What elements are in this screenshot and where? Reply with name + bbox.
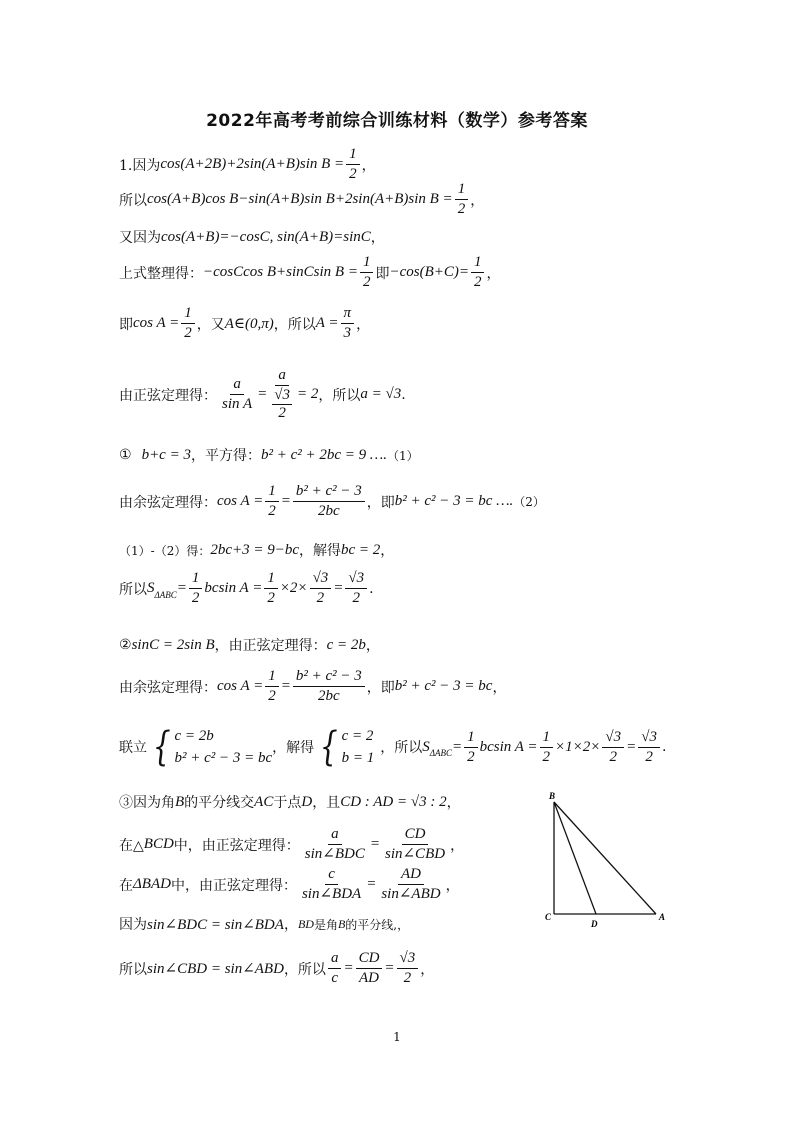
text: ③因为角 [119, 795, 175, 811]
system-rows [342, 725, 375, 769]
fraction [540, 729, 554, 766]
solution-line-16 [119, 866, 460, 903]
fraction [181, 305, 195, 342]
fraction [345, 570, 367, 607]
fraction [293, 483, 365, 520]
formula: = [452, 738, 463, 755]
fraction [382, 826, 448, 863]
formula: a = √3 [360, 386, 402, 402]
subscript: ΔABC [429, 748, 452, 758]
text: 中，由正弦定理得： [170, 877, 297, 894]
system-rows [174, 725, 272, 769]
formula: AC [254, 793, 274, 810]
denominator: sin∠BDC [304, 846, 365, 862]
denominator: AD [358, 970, 379, 986]
formula: = [384, 960, 395, 976]
formula: bc = 2 [341, 541, 381, 558]
text: ，所以 [283, 961, 326, 978]
fraction [264, 570, 278, 607]
formula: D [301, 793, 313, 810]
text: 联立 [119, 740, 147, 756]
sub-denominator: 2 [278, 405, 286, 421]
denominator: 3 [343, 325, 352, 341]
solution-line-11 [119, 635, 380, 655]
solution-line-17 [119, 914, 409, 934]
formula: = [176, 580, 187, 596]
fraction [455, 181, 469, 218]
formula: cos(A+2B)+2sin(A+B)sin B = [160, 156, 345, 172]
text: 所以 [119, 581, 147, 598]
numerator: 1 [471, 254, 485, 273]
text: ，且 [312, 795, 341, 811]
text: ， [365, 638, 380, 654]
page-number: 1 [393, 1030, 401, 1044]
text: ，所以 [380, 740, 423, 756]
text: ，即 [366, 679, 395, 696]
solution-line-12 [119, 668, 506, 705]
text: . [662, 739, 667, 755]
text: ， [486, 265, 501, 282]
solution-line-3 [119, 227, 385, 247]
denominator: 2 [362, 274, 371, 290]
denominator: 2 [268, 688, 276, 704]
text: ， [380, 543, 395, 559]
solution-line-1 [119, 146, 376, 183]
formula: = [626, 738, 637, 755]
text: ， [283, 917, 298, 933]
formula: cos A = [217, 493, 264, 509]
formula: ×2× [279, 580, 308, 596]
solution-line-5 [119, 305, 370, 342]
denominator [269, 386, 295, 422]
numerator: CD [356, 950, 383, 969]
solution-line-14 [119, 792, 461, 812]
solution-system [316, 725, 374, 769]
text: ， [370, 230, 385, 246]
denominator: 2 [403, 970, 412, 986]
text: 的平分线,， [345, 917, 410, 932]
text: 的平分线交 [184, 795, 255, 811]
fraction [302, 826, 368, 863]
formula: b² + c² + 2bc = 9 …. [260, 446, 387, 463]
text: ， [445, 877, 460, 894]
formula: A = [315, 315, 339, 331]
solution-line-9 [119, 540, 394, 560]
text: ，所以 [318, 387, 361, 404]
numerator: √3 [638, 729, 660, 748]
numerator: 1 [360, 254, 374, 273]
numerator: 1 [264, 570, 278, 589]
text: 于点 [273, 795, 302, 811]
vertex-label-c: C [545, 912, 552, 922]
numerator: b² + c² − 3 [293, 668, 365, 687]
formula: sin∠CBD = sin∠ABD [147, 961, 284, 977]
formula: sinC = 2sin B [131, 636, 215, 653]
fraction [602, 729, 624, 766]
denominator: c [331, 970, 339, 986]
numerator: 1 [265, 483, 279, 502]
bisector-bd [554, 802, 596, 914]
formula: BD [297, 916, 314, 931]
text: 在△ [119, 837, 144, 854]
text: . [401, 386, 406, 403]
text: ， [356, 316, 371, 333]
text: ，解得 [299, 543, 342, 559]
denominator: 2 [473, 274, 482, 290]
formula: bcsin A = [479, 738, 538, 755]
numerator: √3 [397, 950, 419, 969]
vertex-label-b: B [549, 791, 556, 801]
formula: bcsin A = [204, 580, 263, 596]
text: ，解得 [272, 740, 315, 756]
formula: cos(A+B)=−cosC, sin(A+B)=sinC [161, 228, 371, 245]
formula: ×1×2× [555, 738, 601, 755]
numerator: √3 [345, 570, 367, 589]
formula: = [333, 580, 344, 596]
text: ② [119, 637, 132, 653]
fraction [310, 570, 332, 607]
page-title: 2022年高考考前综合训练材料（数学）参考答案 [206, 111, 588, 131]
fraction [471, 254, 485, 291]
denominator: 2 [542, 748, 551, 765]
denominator: 2 [267, 590, 275, 606]
fraction [293, 668, 365, 705]
fraction [638, 729, 660, 766]
text: ， [446, 795, 461, 811]
denominator: 2bc [317, 688, 340, 704]
numerator: c [325, 866, 338, 885]
formula: sin∠BDC = sin∠BDA [147, 916, 284, 933]
brace-symbol: { [152, 724, 171, 770]
text: ，由正弦定理得： [214, 638, 327, 654]
denominator: 2 [316, 590, 325, 606]
text: 中，由正弦定理得： [173, 837, 300, 854]
equation: c = 2b [174, 728, 214, 744]
equation: b = 1 [341, 750, 375, 766]
vertex-label-a: A [659, 912, 666, 922]
text: （1）-（2）得： [119, 543, 211, 558]
denominator: 2 [268, 503, 276, 519]
text: 是角 [313, 917, 338, 932]
text: 由余弦定理得： [119, 679, 217, 696]
formula: B [337, 916, 346, 931]
formula: = [366, 876, 377, 892]
text: 即 [119, 316, 133, 333]
text: ，所以 [273, 316, 316, 333]
formula: b+c = 3 [141, 446, 191, 463]
fraction [397, 950, 419, 987]
numerator: a [275, 367, 289, 386]
formula: cos A = [133, 315, 180, 331]
denominator: 2bc [317, 503, 340, 519]
text: ， [470, 192, 485, 209]
denominator: 2 [609, 748, 618, 765]
fraction [189, 570, 203, 607]
fraction [299, 866, 364, 903]
numerator: 1 [346, 146, 360, 165]
text: 1.因为 [119, 157, 161, 174]
text: 由余弦定理得： [119, 494, 217, 511]
subscript: ΔABC [154, 589, 177, 600]
numerator: 1 [265, 668, 279, 687]
fraction [378, 866, 443, 903]
formula: CD : AD = √3 : 2 [340, 793, 447, 810]
point-label-d: D [591, 919, 598, 928]
formula: S [422, 738, 430, 755]
denominator: 2 [184, 325, 192, 341]
solution-line-4 [119, 254, 500, 291]
denominator: 2 [645, 748, 653, 765]
formula: −cosCcos B+sinCsin B = [203, 264, 358, 280]
text: 上式整理得： [119, 265, 203, 282]
solution-line-10 [119, 570, 374, 607]
text: 由正弦定理得： [119, 387, 217, 404]
denominator: sin∠CBD [384, 846, 446, 862]
solution-line-6 [119, 367, 406, 422]
fraction [341, 305, 355, 342]
text: ，平方得： [190, 448, 261, 464]
text: 即 [375, 265, 390, 282]
numerator: AD [398, 866, 424, 885]
fraction [265, 483, 279, 520]
formula: cos(A+B)cos B−sin(A+B)sin B+2sin(A+B)sin B = [147, 191, 453, 207]
numerator: 1 [189, 570, 203, 589]
text: . [369, 580, 374, 597]
text: ， [420, 961, 435, 978]
formula: S [147, 580, 155, 596]
equation-system [149, 725, 272, 769]
text: ， [361, 157, 376, 174]
formula: b² + c² − 3 = bc [394, 678, 493, 694]
denominator: 2 [191, 590, 200, 606]
denominator: 2 [457, 201, 466, 217]
numerator: CD [402, 826, 429, 845]
solution-line-13 [119, 725, 666, 769]
fraction [328, 950, 342, 987]
formula: = [280, 493, 291, 509]
fraction [219, 376, 255, 413]
formula: cos A = [217, 678, 264, 694]
text: 又因为 [119, 230, 161, 246]
fraction [464, 729, 478, 766]
formula: b² + c² − 3 = bc …. [394, 493, 514, 509]
text: ， [492, 679, 507, 696]
formula: 2bc+3 = 9−bc [210, 541, 300, 558]
fraction [356, 950, 383, 987]
triangle-figure [540, 788, 670, 928]
text: ，即 [366, 494, 395, 511]
numerator: a [230, 376, 244, 395]
text: 所以 [119, 192, 147, 209]
equation: b² + c² − 3 = bc [174, 750, 273, 766]
brace-symbol: { [319, 724, 338, 770]
denominator: sin∠ABD [381, 886, 441, 902]
text: 在 [119, 877, 133, 894]
formula: = [369, 836, 380, 852]
text: 所以 [119, 961, 147, 978]
numerator: a [328, 826, 342, 845]
text: ，又 [196, 316, 225, 333]
solution-line-15 [119, 826, 464, 863]
text: ① [119, 447, 132, 463]
sub-numerator: √3 [274, 387, 291, 403]
solution-line-18 [119, 950, 434, 987]
solution-line-8 [119, 483, 545, 520]
denominator: 2 [352, 590, 361, 606]
text: （1） [386, 448, 419, 463]
compound-fraction [269, 367, 295, 422]
fraction [265, 668, 279, 705]
solution-line-7 [119, 445, 419, 465]
formula: = [257, 386, 268, 402]
numerator: b² + c² − 3 [293, 483, 365, 502]
numerator: 1 [464, 729, 478, 748]
formula: −cos(B+C)= [389, 264, 469, 280]
numerator: 1 [181, 305, 195, 324]
formula: B [175, 793, 185, 810]
numerator: 1 [455, 181, 469, 200]
formula: ΔBAD [133, 876, 171, 892]
text: 因为 [119, 917, 147, 933]
denominator: sin A [222, 396, 253, 412]
formula: A∈(0,π) [224, 316, 274, 332]
denominator: 2 [349, 166, 357, 182]
fraction [346, 146, 360, 183]
denominator: 2 [467, 748, 475, 765]
formula: = 2 [297, 386, 319, 402]
side-ba [554, 802, 656, 914]
formula: = [343, 960, 354, 976]
numerator: √3 [310, 570, 332, 589]
equation: c = 2 [341, 728, 374, 744]
numerator: √3 [602, 729, 624, 748]
text: （2） [513, 495, 545, 509]
denominator: sin∠BDA [301, 886, 362, 902]
formula: BCD [143, 836, 174, 852]
formula: = [280, 678, 291, 694]
numerator: a [328, 950, 342, 969]
numerator: π [341, 305, 355, 324]
numerator: 1 [540, 729, 554, 748]
text: ， [450, 837, 465, 854]
fraction [360, 254, 374, 291]
formula: c = 2b [326, 636, 366, 653]
solution-line-2 [119, 181, 484, 218]
